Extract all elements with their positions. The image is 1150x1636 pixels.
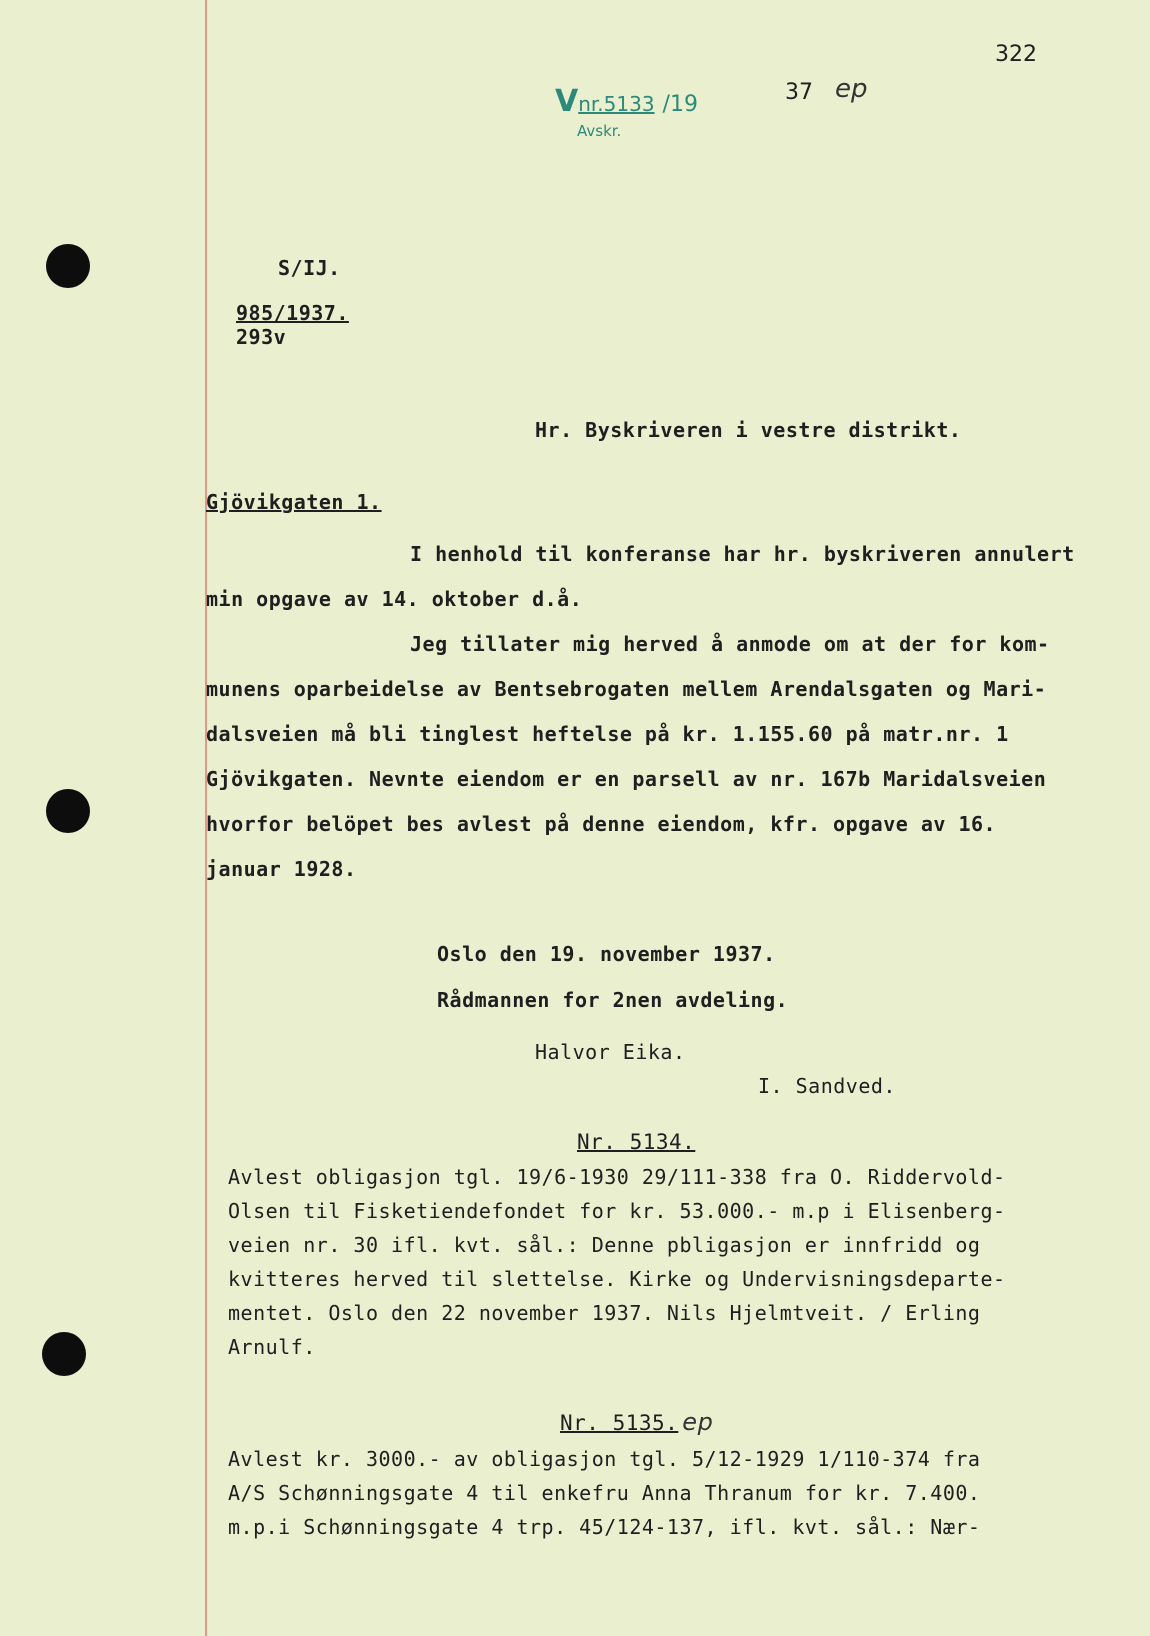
register-reference bbox=[555, 84, 698, 119]
stamp-label: Avskr. bbox=[577, 122, 622, 140]
handwritten-mark: ep bbox=[682, 1408, 714, 1436]
ref-number: nr.5133 bbox=[578, 92, 655, 116]
paragraph-line: dalsveien må bli tinglest heftelse på kr. 1.155.60 på matr.nr. 1 bbox=[206, 722, 1009, 746]
paragraph-request bbox=[206, 622, 1050, 892]
case-number-text: 985/1937. bbox=[236, 301, 349, 325]
paragraph-line: I henhold til konferanse har hr. byskriveren annulert bbox=[410, 542, 1075, 566]
paragraph-line: min opgave av 14. oktober d.å. bbox=[206, 587, 583, 611]
entry-line: veien nr. 30 ifl. kvt. sål.: Denne pbligasjon er innfridd og bbox=[228, 1233, 981, 1257]
ref-separator: /19 bbox=[662, 92, 698, 117]
page-number: 322 bbox=[995, 42, 1037, 67]
ref-year: 37 bbox=[785, 80, 813, 105]
entry-line: Avlest obligasjon tgl. 19/6-1930 29/111-338 fra O. Riddervold- bbox=[228, 1165, 1006, 1189]
entry-line: m.p.i Schønningsgate 4 trp. 45/124-137, ifl. kvt. sål.: Nær- bbox=[228, 1515, 981, 1539]
signer-name: Halvor Eika. bbox=[535, 1040, 686, 1064]
paragraph-line: munens oparbeidelse av Bentsebrogaten mellem Arendalsgaten og Mari- bbox=[206, 677, 1047, 701]
entry-heading bbox=[560, 1408, 713, 1436]
entry-line: Olsen til Fisketiendefondet for kr. 53.000.- m.p i Elisenberg- bbox=[228, 1199, 1006, 1223]
punch-hole bbox=[42, 1332, 86, 1376]
entry-line: A/S Schønningsgate 4 til enkefru Anna Thranum for kr. 7.400. bbox=[228, 1481, 981, 1505]
paragraph-line: januar 1928. bbox=[206, 857, 357, 881]
punch-hole bbox=[46, 244, 90, 288]
subject-heading: Gjövikgaten 1. bbox=[206, 490, 382, 514]
department: Rådmannen for 2nen avdeling. bbox=[437, 988, 789, 1012]
punch-hole bbox=[46, 789, 90, 833]
case-number bbox=[236, 301, 349, 325]
paragraph-line: hvorfor belöpet bes avlest på denne eiendom, kfr. opgave av 16. bbox=[206, 812, 997, 836]
paragraph-line: Jeg tillater mig herved å anmode om at der for kom- bbox=[410, 632, 1050, 656]
paragraph-line: Gjövikgaten. Nevnte eiendom er en parsell av nr. 167b Maridalsveien bbox=[206, 767, 1047, 791]
reference-code: S/IJ. bbox=[278, 256, 341, 280]
entry-line: Avlest kr. 3000.- av obligasjon tgl. 5/12-1929 1/110-374 fra bbox=[228, 1447, 981, 1471]
entry-line: kvitteres herved til slettelse. Kirke og Undervisningsdeparte- bbox=[228, 1267, 1006, 1291]
case-page: 293v bbox=[236, 325, 287, 349]
entry-body bbox=[228, 1160, 1006, 1364]
place-date: Oslo den 19. november 1937. bbox=[437, 942, 776, 966]
ref-prefix: V bbox=[555, 84, 579, 119]
paragraph-annulment bbox=[206, 532, 1075, 622]
entry-line: mentet. Oslo den 22 november 1937. Nils Hjelmtveit. / Erling bbox=[228, 1301, 981, 1325]
entry-heading: Nr. 5134. bbox=[577, 1130, 696, 1154]
ref-handwritten-mark: ep bbox=[835, 74, 868, 104]
entry-line: Arnulf. bbox=[228, 1335, 316, 1359]
signer-name: I. Sandved. bbox=[758, 1074, 896, 1098]
addressee: Hr. Byskriveren i vestre distrikt. bbox=[535, 418, 962, 442]
entry-heading-text: Nr. 5135. bbox=[560, 1411, 679, 1435]
entry-body bbox=[228, 1442, 980, 1544]
